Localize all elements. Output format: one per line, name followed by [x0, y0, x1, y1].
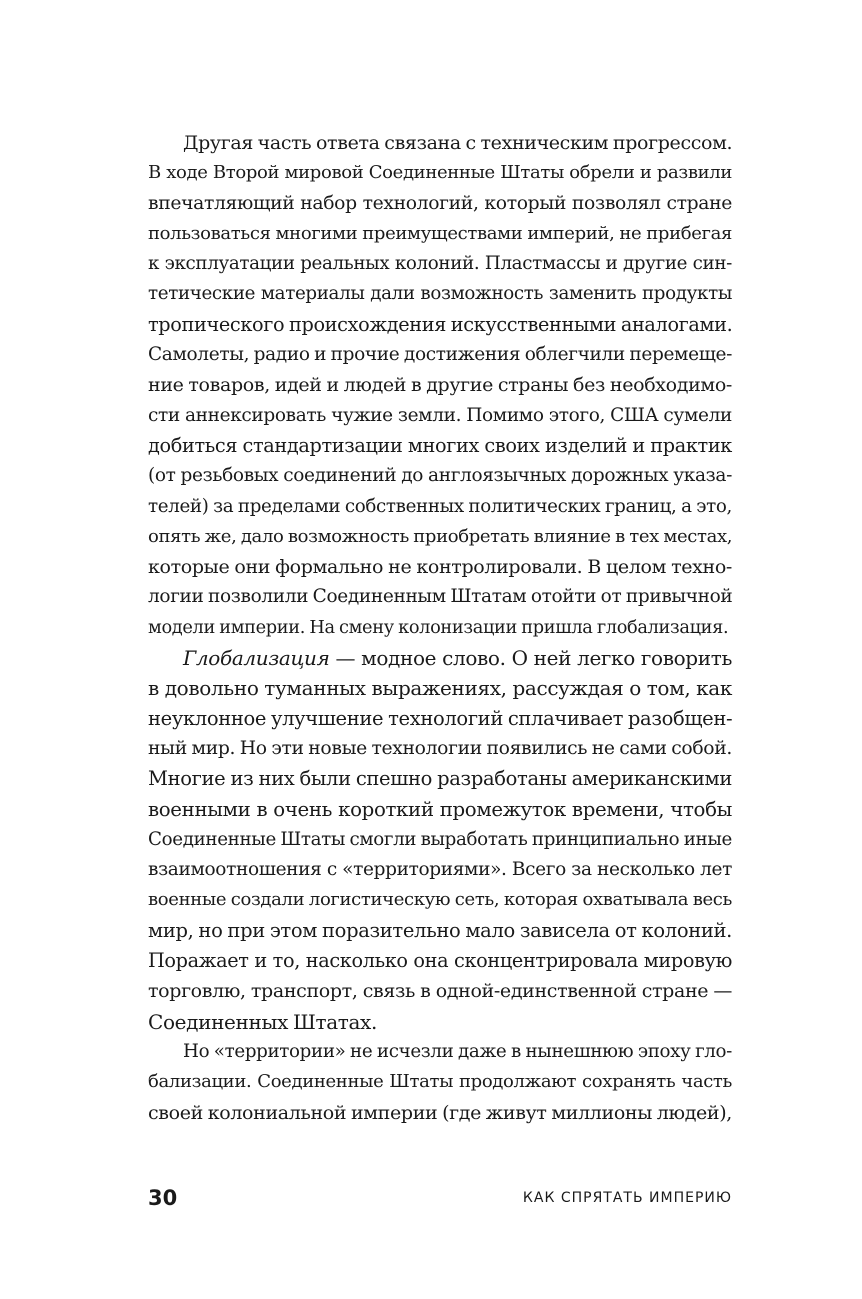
page-number: 30 — [148, 1186, 178, 1210]
text-line: опять же, дало возможность приобретать влияние в тех местах, — [148, 525, 733, 547]
text-line: модели империи. На смену колонизации пришла глобализация. — [148, 617, 729, 638]
text-line: военными в очень короткий промежуток времени, чтобы — [148, 797, 732, 821]
paragraph-1 — [148, 128, 732, 643]
text-line: в довольно туманных выражениях, рассуждая о том, как — [148, 676, 732, 701]
text-line: Поражает и то, насколько она сконцентрировала мировую — [148, 949, 732, 973]
text-line: торговлю, транспорт, связь в одной-единственной стране — — [148, 980, 732, 1003]
text-line: впечатляющий набор технологий, который позволял стране — [148, 192, 732, 214]
text-line: тропического происхождения искусственными аналогами. — [148, 312, 733, 336]
text-line: сти аннексировать чужие земли. Помимо этого, США сумели — [148, 404, 732, 426]
running-title: КАК СПРЯТАТЬ ИМПЕРИЮ — [522, 1190, 732, 1206]
text-line: телей) за пределами собственных политических границ, а это, — [148, 495, 732, 517]
text-line: В ходе Второй мировой Соединенные Штаты обрели и развили — [148, 162, 732, 184]
page-footer — [148, 1183, 732, 1213]
text-line: ный мир. Но эти новые технологии появились не сами собой. — [148, 737, 732, 759]
text-line: к эксплуатации реальных колоний. Пластмассы и другие син- — [148, 253, 732, 275]
text-line: которые они формально не контролировали. В целом техно- — [148, 556, 732, 579]
text-line: взаимоотношения с «территориями». Всего за несколько лет — [148, 859, 732, 881]
text-line: Самолеты, радио и прочие достижения облегчили перемеще- — [148, 344, 733, 366]
text-line: логии позволили Соединенным Штатам отойти от привычной — [148, 586, 733, 608]
text-line: своей колониальной империи (где живут миллионы людей), — [148, 1101, 732, 1124]
text-line: бализации. Соединенные Штаты продолжают сохранять часть — [148, 1071, 732, 1093]
text-line: ние товаров, идей и людей в другие страны без необходимо- — [148, 374, 732, 397]
text-line: пользоваться многими преимуществами империй, не прибегая — [148, 222, 732, 244]
text-fragment: — модное слово. О ней легко говорить — [329, 646, 732, 671]
text-line: Соединенных Штатах. — [148, 1009, 377, 1034]
paragraph-2 — [148, 643, 732, 1037]
text-line: Другая часть ответа связана с техническим прогрессом. — [183, 132, 733, 154]
text-line: добиться стандартизации многих своих изделий и практик — [148, 433, 732, 457]
text-line: тетические материалы дали возможность заменить продукты — [148, 283, 732, 305]
text-line: Но «территории» не исчезли даже в нынешнюю эпоху гло- — [183, 1040, 732, 1062]
paragraph-3 — [148, 1037, 732, 1128]
body-text — [148, 128, 732, 1128]
text-line: мир, но при этом поразительно мало зависела от колоний. — [148, 918, 732, 942]
italic-term: Глобализация — [183, 646, 330, 671]
text-line — [148, 643, 732, 673]
text-line: (от резьбовых соединений до англоязычных дорожных указа- — [148, 465, 732, 487]
text-line: Многие из них были спешно разработаны американскими — [148, 767, 732, 791]
text-line: Соединенные Штаты смогли выработать принципиально иные — [148, 828, 732, 850]
text-line: неуклонное улучшение технологий сплачивает разобщен- — [148, 706, 733, 730]
text-line: военные создали логистическую сеть, которая охватывала весь — [148, 889, 732, 911]
